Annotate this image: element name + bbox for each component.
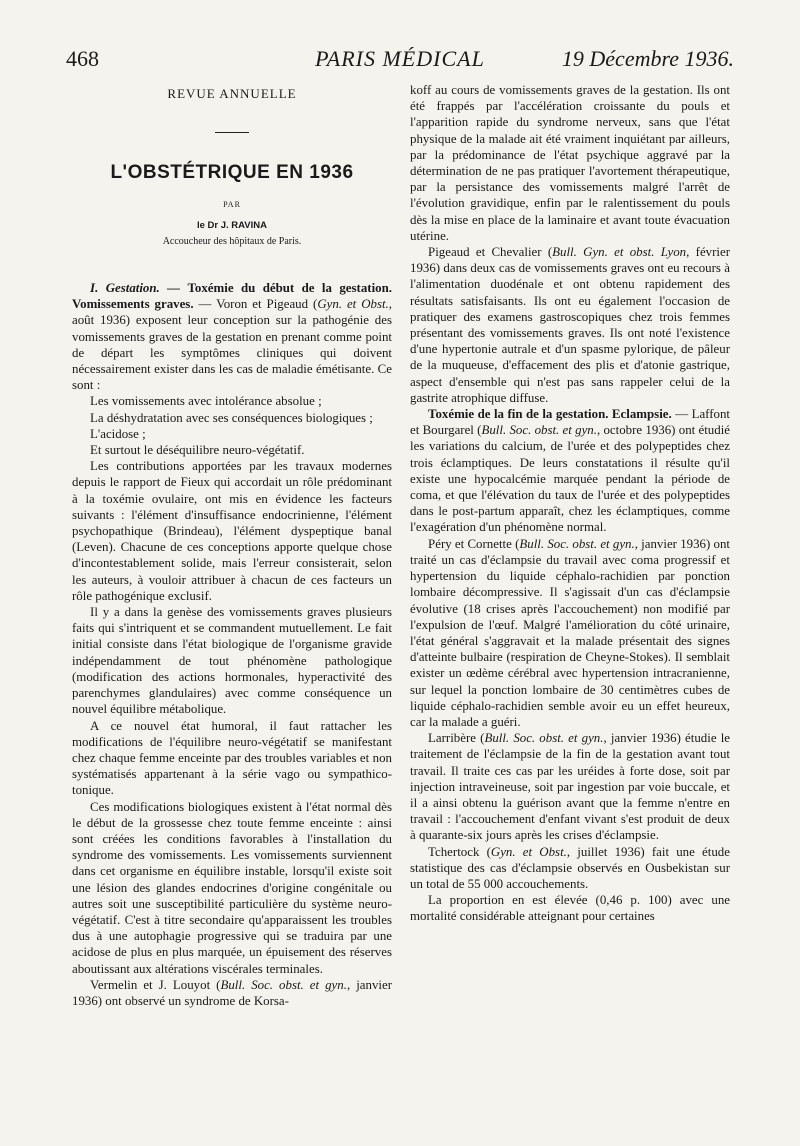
subsection-heading: Toxémie du début de la gestation. Vomissements graves. (72, 281, 392, 312)
paragraph (410, 730, 730, 843)
article-title: L'OBSTÉTRIQUE EN 1936 (110, 162, 354, 184)
left-column (72, 82, 392, 1009)
paragraph-text: Pigeaud et Chevalier ( (428, 245, 553, 260)
citation: Bull. Soc. obst. et gyn. (519, 536, 635, 551)
subsection-heading: Toxémie de la fin de la gestation. Eclampsie. (428, 407, 672, 422)
paragraph (410, 844, 730, 893)
citation: Gyn. et Obst. (317, 297, 389, 312)
issue-date: 19 Décembre 1936. (561, 46, 734, 71)
paragraph (410, 536, 730, 730)
paragraph-text: — Laffont et Bourgarel ( (410, 407, 730, 438)
paragraph (72, 977, 392, 1009)
paragraph: Les vomissements avec intolérance absolue ; (90, 394, 322, 409)
paragraph-text: Larribère ( (428, 731, 485, 746)
paragraph-text: , juillet 1936) fait une étude statistique des cas d'éclampsie observés en Ousbekistan sur un total de 55 000 accouchements. (410, 844, 730, 891)
paragraph (410, 406, 730, 536)
paragraph (410, 244, 730, 406)
citation: Bull. Soc. obst. et gyn. (481, 423, 597, 438)
paragraph-text: , août 1936) exposent leur conception sur la pathogénie des vomissements graves de la gestation en prenant comme point de départ les symptômes cliniques qui doivent nécessairement exister dans les cas de maladie émétisante. Ce sont : (72, 297, 393, 393)
paragraph-text: — Voron et Pigeaud ( (193, 297, 318, 312)
paragraph: Et surtout le déséquilibre neuro-végétatif. (90, 443, 305, 458)
paragraph: koff au cours de vomissements graves de la gestation. Ils ont été frappés par l'accélération croissante du pouls et l'apparition rapide du syndrome nerveux, sans que l'état physique de la malade ait été vraiment inquiétant par ailleurs, par la prédominance de l'état psychique aggravé par la détermination de ne pas pratiquer l'avortement thérapeutique, par la persistance des vomissements malgré l'arrêt de l'évolution gravidique, enfin par le ralentissement du pouls dès la mise en place de la laminaire et avant toute évacuation utérine. (410, 83, 730, 243)
paragraph-text: , janvier 1936) ont traité un cas d'éclampsie du travail avec coma progressif et hypertension du liquide céphalo-rachidien par ponction lombaire décompressive. Il s'agissait d'un cas d'éclampsie évolutive (18 crises après l'accouchement) non modifié par l'expulsion de l'œuf. Malgré l'amélioration du côté urinaire, l'état général s'aggravait et la malade présentait des signes d'atteinte bulbaire (respiration de Cheyne-Stokes). Il semblait exister un œdème cérébral avec hypertension intracranienne, sur lequel la ponction lombaire de 30 centimètres cubes de liquide céphalo-rachidien semble avoir eu un effet heureux, car la malade a guéri. (410, 536, 730, 729)
section-label: REVUE ANNUELLE (167, 86, 297, 101)
citation: Bull. Gyn. et obst. Lyon (552, 245, 687, 260)
paragraph: La déshydratation avec ses conséquences biologiques ; (90, 410, 373, 425)
paragraph: La proportion en est élevée (0,46 p. 100) avec une mortalité considérable atteignant pour certaines (410, 893, 730, 924)
right-column (410, 82, 730, 925)
paragraph-text: Péry et Cornette ( (428, 536, 520, 551)
paragraph-text: , janvier 1936) ont observé un syndrome de Korsa- (72, 977, 392, 1008)
page-number: 468 (66, 46, 99, 71)
paragraph-text: , janvier 1936) étudie le traitement de l'éclampsie de la fin de la gestation avant tout travail. Il traite ces cas par les uréides à forte dose, soit par injection intraveineuse, soit par ingestion par voie buccale, et il a ainsi obtenu la guérison avant que la femme n'entre en travail : l'accouchement d'enfant vivant s'est produit de deux à quarante-six jours après les crises d'éclampsie. (410, 731, 731, 843)
citation: Bull. Soc. obst. et gyn. (484, 731, 604, 746)
paragraph-text: Vermelin et J. Louyot ( (90, 977, 221, 992)
running-head (66, 44, 734, 74)
citation: Gyn. et Obst. (490, 844, 567, 859)
paragraph: Les contributions apportées par les travaux modernes depuis le rapport de Fieux qui accordait un rôle prédominant à la toxémie ovulaire, ont mis en évidence les facteurs suivants : l'élément d'insuffisance endocrinienne, l'élément psychopathique (Brindeau), l'élément dyspeptique banal (Leven). Chacune de ces conceptions apporte quelque chose d'incontestablement solide, mais l'erreur consisterait, selon les auteurs, à vouloir attribuer à chacun de ces facteurs un rôle pathogénique exclusif. (72, 459, 392, 603)
paragraph-text: Tchertock ( (428, 844, 491, 859)
paragraph-text: , février 1936) dans deux cas de vomissements graves ont eu recours à l'alimentation duodénale et ont obtenu rapidement des résultats satisfaisants. Ils ont eu également l'occasion de pratiquer des examens gastroscopiques chez trois femmes présentant des vomissements graves. Ils ont noté l'existence d'une hypertonie autrale et d'un spasme pylorique, de pâleur de la muqueuse, d'effacement des plis et d'atonie gastrique, aspect d'ensemble qui n'est pas sans rappeler celui de la gastrite atrophique diffuse. (410, 245, 731, 405)
citation: Bull. Soc. obst. et gyn. (220, 977, 347, 992)
byline-prefix: PAR (223, 200, 241, 210)
paragraph (72, 280, 392, 393)
paragraph: Ces modifications biologiques existent à l'état normal dès le début de la grossesse chez toute femme enceinte : ainsi sont créées les conditions favorables à l'installation du syndrome des vomissements. Les vomissements surviennent dans cet organisme en équilibre instable, lorsqu'il existe soit une lésion des glandes endocrines d'origine congénitale ou autres soit une susceptibilité particulière du système neuro-végétatif. C'est à titre secondaire qu'apparaissent les troubles dus à une autophagie progressive qui se traduira par une acidose de plus en plus marquée, un épuisement des réserves aboutissant aux altérations viscérales terminales. (72, 799, 392, 976)
journal-title: PARIS MÉDICAL (315, 46, 485, 71)
author-role: Accoucheur des hôpitaux de Paris. (162, 235, 302, 247)
section-heading: I. Gestation. — (90, 281, 181, 296)
paragraph-text: , octobre 1936) ont étudié les variations du calcium, de l'urée et des polypeptides chez trois éclamptiques. De leurs constatations il résulte qu'il existe une hypocalcémie marquée pendant la période de coma, et que l'élévation du taux de l'urée et des polypeptides dans le post-partum apparaît, chez les éclamptiques, comme l'exagération d'un phénomène normal. (410, 423, 730, 535)
paragraph: L'acidose ; (90, 426, 146, 441)
paragraph: A ce nouvel état humoral, il faut rattacher les modifications de l'équilibre neuro-végétatif se manifestant chez chaque femme enceinte par des troubles variables et non systématisés appartenant à la série vago ou sympathico-tonique. (72, 718, 392, 798)
paragraph: Il y a dans la genèse des vomissements graves plusieurs faits qui s'intriquent et se commandent mutuellement. Le fait initial consiste dans l'état biologique de l'organisme gravide indépendamment de tout phénomène pathologique (modification des actions hormonales, hyperactivité des parenchymes glandulaires) avec comme conséquence un nouvel équilibre métabolique. (72, 605, 392, 717)
title-divider (215, 132, 249, 133)
author-name: le Dr J. RAVINA (196, 219, 268, 231)
